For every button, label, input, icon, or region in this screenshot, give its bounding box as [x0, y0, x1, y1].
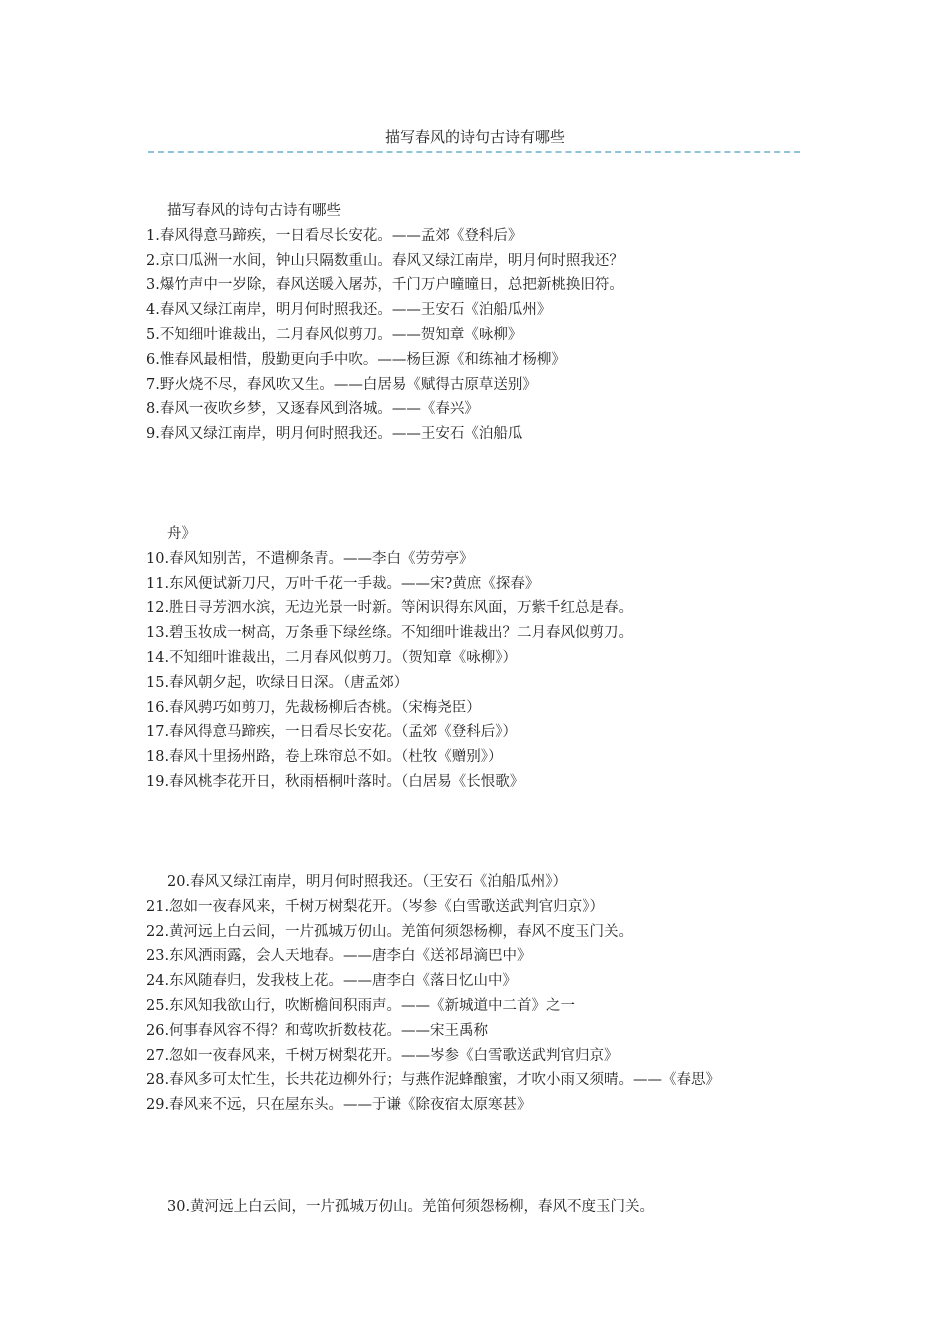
title-divider	[148, 151, 800, 153]
poem-line: 3.爆竹声中一岁除，春风送暖入屠苏，千门万户曈曈日，总把新桃换旧符。	[146, 277, 624, 294]
poem-line: 18.春风十里扬州路，卷上珠帘总不如。（杜牧《赠别》）	[146, 749, 503, 766]
poem-line: 1.春风得意马蹄疾，一日看尽长安花。——孟郊《登科后》	[146, 227, 523, 244]
poem-line: 21.忽如一夜春风来，千树万树梨花开。（岑参《白雪歌送武判官归京》）	[146, 898, 605, 915]
poem-line: 20.春风又绿江南岸，明月何时照我还。（王安石《泊船瓜州》）	[167, 874, 568, 890]
poem-line: 29.春风来不远，只在屋东头。——于谦《除夜宿太原寒甚》	[146, 1097, 532, 1114]
poem-block-2	[146, 522, 846, 795]
poem-line: 7.野火烧不尽，春风吹又生。——白居易《赋得古原草送别》	[146, 376, 537, 393]
poem-line: 15.春风朝夕起，吹绿日日深。（唐孟郊）	[146, 674, 409, 691]
poem-line: 26.何事春风容不得？和莺吹折数枝花。——宋王禹称	[146, 1022, 489, 1039]
poem-line: 5.不知细叶谁裁出，二月春风似剪刀。——贺知章《咏柳》	[146, 326, 523, 343]
poem-block-4	[146, 1195, 846, 1220]
poem-line: 16.春风骋巧如剪刀，先裁杨柳后杏桃。（宋梅尧臣）	[146, 699, 481, 716]
poem-line: 19.春风桃李花开日，秋雨梧桐叶落时。（白居易《长恨歌》	[146, 773, 525, 790]
poem-line: 14.不知细叶谁裁出，二月春风似剪刀。（贺知章《咏柳》）	[146, 649, 518, 666]
page-title: 描写春风的诗句古诗有哪些	[384, 128, 565, 146]
poem-line: 30.黄河远上白云间，一片孤城万仞山。羌笛何须怨杨柳，春风不度玉门关。	[167, 1199, 655, 1215]
poem-line: 22.黄河远上白云间，一片孤城万仞山。羌笛何须怨杨柳，春风不度玉门关。	[146, 923, 634, 940]
poem-line: 11.东风便试新刀尺，万叶千花一手裁。——宋?黄庶《探春》	[146, 575, 540, 592]
poem-block-3	[146, 870, 846, 1118]
poem-line: 10.春风知别苦，不遣柳条青。——李白《劳劳亭》	[146, 550, 474, 567]
poem-line: 27.忽如一夜春风来，千树万树梨花开。——岑参《白雪歌送武判官归京》	[146, 1047, 619, 1064]
poem-line: 24.东风随春归，发我枝上花。——唐李白《落日忆山中》	[146, 973, 518, 990]
poem-line: 2.京口瓜洲一水间，钟山只隔数重山。春风又绿江南岸，明月何时照我还？	[146, 252, 624, 269]
poem-line: 12.胜日寻芳泗水滨，无边光景一时新。等闲识得东风面，万紫千红总是春。	[146, 600, 634, 617]
poem-line: 23.东风洒雨露，会人天地春。——唐李白《送祁昂滴巴中》	[146, 948, 532, 965]
poem-line: 8.春风一夜吹乡梦，又逐春风到洛城。——《春兴》	[146, 401, 479, 418]
poem-line: 17.春风得意马蹄疾，一日看尽长安花。（孟郊《登科后》）	[146, 724, 518, 741]
poem-line: 4.春风又绿江南岸，明月何时照我还。——王安石《泊船瓜州》	[146, 302, 552, 319]
poem-line: 28.春风多可太忙生，长共花边柳外行；与燕作泥蜂酿蜜，才吹小雨又须晴。——《春思》	[146, 1072, 721, 1089]
poem-line: 13.碧玉妆成一树高，万条垂下绿丝绦。不知细叶谁裁出？二月春风似剪刀。	[146, 625, 634, 642]
poem-line: 舟》	[167, 526, 196, 542]
poem-line: 描写春风的诗句古诗有哪些	[167, 203, 341, 219]
poem-line: 6.惟春风最相惜，殷勤更向手中吹。——杨巨源《和练袖才杨柳》	[146, 351, 566, 368]
poem-line: 25.东风知我欲山行，吹断檐间积雨声。——《新城道中二首》之一	[146, 997, 576, 1014]
poem-block-1	[146, 199, 846, 447]
poem-line: 9.春风又绿江南岸，明月何时照我还。——王安石《泊船瓜	[146, 426, 523, 443]
